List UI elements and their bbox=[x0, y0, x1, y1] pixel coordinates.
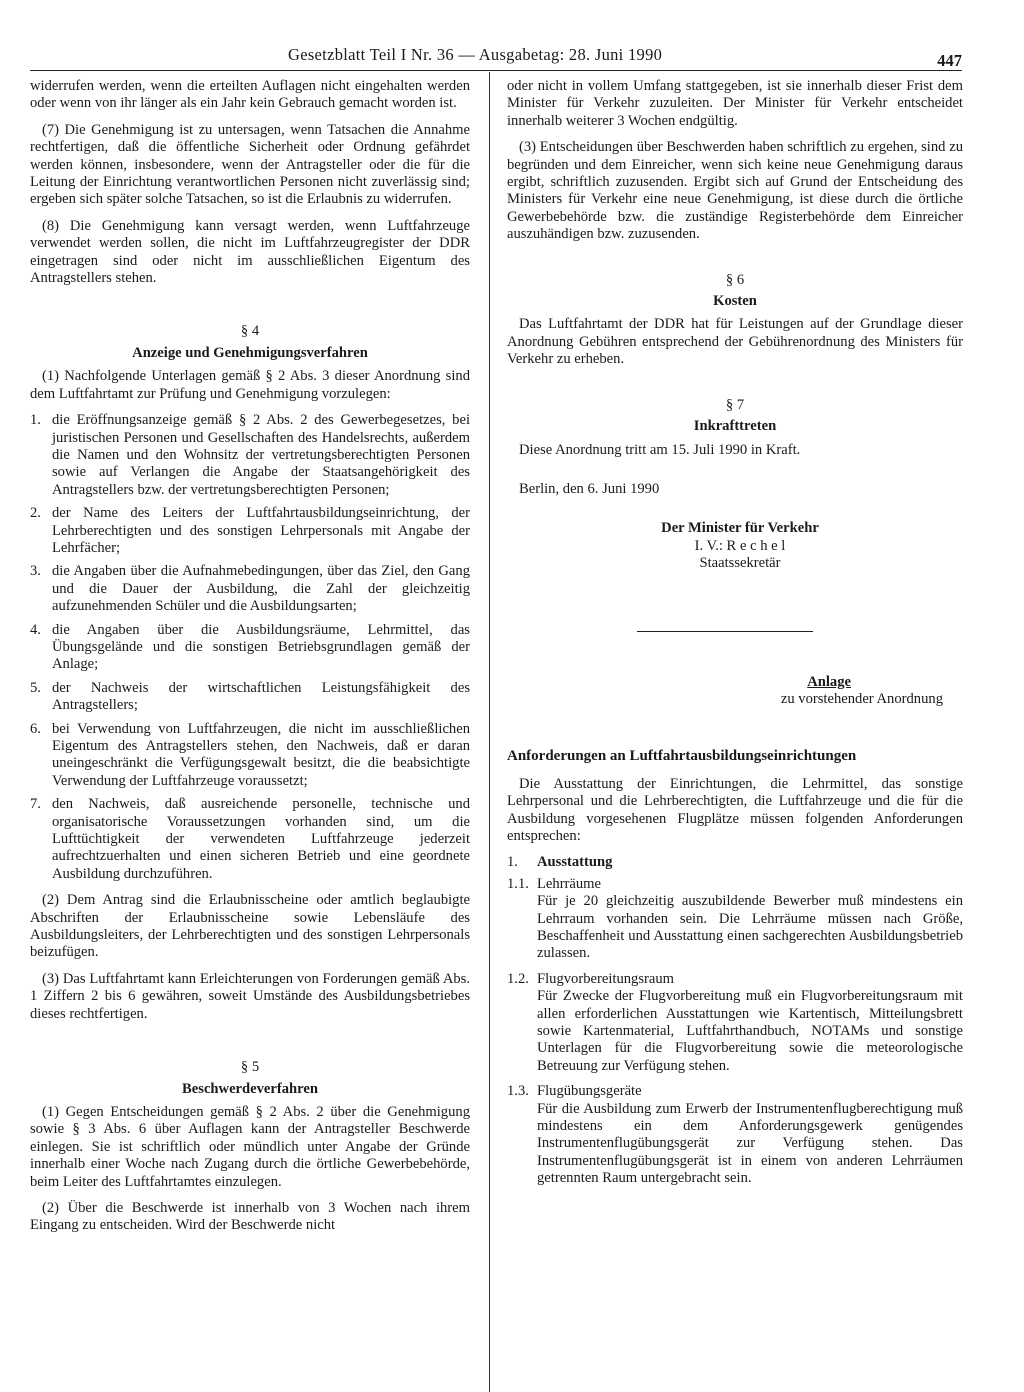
subsection-heading bbox=[507, 971, 963, 988]
list-item bbox=[30, 563, 470, 615]
signature-name: I. V.: R e c h e l bbox=[694, 537, 786, 554]
list-item bbox=[30, 505, 470, 557]
signature-title: Der Minister für Verkehr bbox=[661, 520, 819, 537]
page-number: 447 bbox=[937, 51, 962, 70]
page-header bbox=[30, 44, 962, 71]
list-item bbox=[30, 680, 470, 715]
section-4-list bbox=[30, 412, 470, 883]
anlage-title: Anlage bbox=[807, 673, 851, 690]
list-item-number: 7. bbox=[30, 796, 41, 813]
list-item-text: bei Verwendung von Luftfahrzeugen, die nicht im ausschließlichen Eigentum des Antragstellers stehen, den Nachweis, daß er daran uneingeschränkt die Verfügungsgewalt besitzt, die die beabsichtigte Verwendung der Luftfahrzeuge voraussetzt; bbox=[52, 720, 470, 789]
subsection-title: Flugvorbereitungsraum bbox=[537, 970, 674, 987]
list-item bbox=[30, 721, 470, 791]
section-7-number: § 7 bbox=[725, 396, 745, 413]
header-title: Gesetzblatt Teil I Nr. 36 — Ausgabetag: 28. Juni 1990 bbox=[288, 45, 663, 64]
section-5-number: § 5 bbox=[240, 1059, 260, 1076]
subsection-text: Für die Ausbildung zum Erwerb der Instrumentenflugberechtigung muß mindestens ein dem Anforderungsgewerk genügendes Instrumentenflugübungsgerät zur Verfügung stehen. Das Instrumentenflugübungsgerät ist in einem von anderen Lehrräumen getrennten Raum untergebracht sein. bbox=[537, 1100, 963, 1187]
requirements-title: Anforderungen an Luftfahrtausbildungseinrichtungen bbox=[507, 748, 857, 765]
paragraph-continuation: widerrufen werden, wenn die erteilten Auflagen nicht eingehalten werden oder wenn von ihr länger als ein Jahr kein Gebrauch gemacht worden ist. bbox=[30, 78, 470, 112]
place-date: Berlin, den 6. Juni 1990 bbox=[519, 480, 660, 497]
list-item bbox=[30, 412, 470, 499]
list-item-number: 4. bbox=[30, 621, 41, 638]
section-4-paragraph-3: (3) Das Luftfahrtamt kann Erleichterungen von Forderungen gemäß Abs. 1 Ziffern 2 bis 6 gewähren, soweit Umstände des Ausbildungsbetriebes dieses rechtfertigen. bbox=[30, 970, 470, 1022]
list-item bbox=[30, 796, 470, 883]
anlage-subtitle: zu vorstehender Anordnung bbox=[780, 690, 943, 707]
section-4-paragraph-1: (1) Nachfolgende Unterlagen gemäß § 2 Abs. 3 dieser Anordnung sind dem Luftfahrtamt zur Prüfung und Genehmigung vorzulegen: bbox=[30, 368, 470, 402]
left-column bbox=[30, 78, 470, 1244]
list-item-number: 6. bbox=[30, 720, 41, 737]
paragraph-7: (7) Die Genehmigung ist zu untersagen, wenn Tatsachen die Annahme rechtfertigen, daß die öffentliche Sicherheit oder Ordnung gefährdet werden können, insbesondere, wenn der Antragsteller oder die für die Leitung der Einrichtung verantwortlichen Personen nicht zuverlässig sind; ergeben sich später solche Tatsachen, so ist die Erlaubnis zu widerrufen. bbox=[30, 121, 470, 208]
signature-block bbox=[507, 520, 963, 572]
list-item-number: 3. bbox=[30, 563, 41, 580]
subsection-heading bbox=[507, 1083, 963, 1100]
section-4-paragraph-2: (2) Dem Antrag sind die Erlaubnisscheine oder amtlich beglaubigte Abschriften der Erlaubnisscheine sowie Lebensläufe des Ausbildungsleiters, der Lehrberechtigten und des sonstigen Lehrpersonals beizufügen. bbox=[30, 892, 470, 961]
section-6-title: Kosten bbox=[713, 293, 757, 310]
paragraph-8: (8) Die Genehmigung kann versagt werden, wenn Luftfahrzeuge verwendet werden sollen, die nicht im Luftfahrzeugregister der DDR eingetragen sind oder nicht im ausschließlichen Eigentum des Antragstellers stehen. bbox=[30, 217, 470, 287]
subsection-title: Lehrräume bbox=[537, 875, 602, 892]
section-4-title: Anzeige und Genehmigungsverfahren bbox=[132, 344, 368, 361]
list-item-number: 2. bbox=[30, 505, 41, 522]
subsection-number: 1.3. bbox=[507, 1083, 529, 1100]
subsection-heading bbox=[507, 876, 963, 893]
subsection-text: Für je 20 gleichzeitig auszubildende Bewerber muß mindestens ein Lehrraum vorhanden sein. Die Lehrräume müssen nach Größe, Beschaffenheit und Ausstattung einen sachgerechten Ausbildungsbetrieb zulassen. bbox=[537, 893, 963, 962]
section-7-title: Inkrafttreten bbox=[693, 418, 777, 435]
list-item-text: die Angaben über die Aufnahmebedingungen, über das Ziel, den Gang und die Dauer der Ausbildung, die Zahl der gleichzeitig aufzunehmenden Schüler und die Ausbildungsarten; bbox=[52, 563, 470, 615]
section-7-paragraph: Diese Anordnung tritt am 15. Juli 1990 in Kraft. bbox=[519, 441, 801, 458]
paragraph-3: (3) Entscheidungen über Beschwerden haben schriftlich zu ergehen, sind zu begründen und dem Einreicher, wenn sich keine neue Genehmigung daraus ergibt, schriftlich zuzusenden. Ergibt sich auf Grund der Entscheidung des Ministers für Verkehr eine neue Genehmigung, ist diese durch die örtliche Gewerbebehörde bzw. die zuständige Registerbehörde dem Einreicher auszuhändigen bzw. zuzusenden. bbox=[507, 139, 963, 243]
anlage-block bbox=[507, 674, 943, 709]
column-divider bbox=[489, 72, 490, 1392]
section-4-number: § 4 bbox=[240, 323, 260, 340]
requirements-intro: Die Ausstattung der Einrichtungen, die Lehrmittel, das sonstige Lehrpersonal und die Lehrberechtigten, die Luftfahrzeuge und die für die Ausbildung vorgesehenen Flugplätze müssen folgenden Anforderungen entsprechen: bbox=[507, 775, 963, 844]
list-item-text: den Nachweis, daß ausreichende personelle, technische und organisatorische Voraussetzungen vorhanden sind, um die Lufttüchtigkeit der verwendeten Luftfahrzeuge jederzeit aufrechtzuerhalten und einen sicheren Betrieb und eine geordnete Ausbildung durchzuführen. bbox=[52, 796, 470, 882]
section-1-heading bbox=[507, 854, 963, 871]
signature-role: Staatssekretär bbox=[699, 555, 781, 572]
section-6-paragraph: Das Luftfahrtamt der DDR hat für Leistungen auf der Grundlage dieser Anordnung Gebühren entsprechend der Gebührenordnung des Ministers für Verkehr zu erheben. bbox=[507, 316, 963, 368]
section-6-number: § 6 bbox=[725, 271, 745, 288]
section-1-number: 1. bbox=[507, 854, 518, 871]
subsection-number: 1.1. bbox=[507, 875, 529, 892]
list-item-text: die Eröffnungsanzeige gemäß § 2 Abs. 2 des Gewerbegesetzes, bei juristischen Personen und Gesellschaften des Handelsrechts, außerdem die Namen und den Wohnsitz der vertretungsberechtigten Personen sowie auf Verlangen die Angabe der Staatsangehörigkeit des Antragstellers bzw. der vertretungsberechtigten Personen; bbox=[52, 412, 470, 498]
subsection-text: Für Zwecke der Flugvorbereitung muß ein Flugvorbereitungsraum mit allen erforderlichen Ausstattungen wie Kartentisch, Mitteilungsbrett sowie Kartenmaterial, Luftfahrthandbuch, NOTAMs und sonstige Unterlagen für die Flugvorbereitung sowie die meteorologische Betreuung zur Verfügung stehen. bbox=[537, 988, 963, 1074]
list-item bbox=[30, 622, 470, 674]
list-item-number: 1. bbox=[30, 412, 41, 429]
separator-rule bbox=[637, 631, 813, 632]
section-5-paragraph-2: (2) Über die Beschwerde ist innerhalb von 3 Wochen nach ihrem Eingang zu entscheiden. Wird der Beschwerde nicht bbox=[30, 1199, 470, 1234]
subsection-title: Flugübungsgeräte bbox=[537, 1083, 642, 1100]
paragraph-continuation: oder nicht in vollem Umfang stattgegeben, ist sie innerhalb dieser Frist dem Minister für Verkehr zuzuleiten. Der Minister für Verkehr entscheidet innerhalb weiterer 3 Wochen endgültig. bbox=[507, 78, 963, 129]
section-5-paragraph-1: (1) Gegen Entscheidungen gemäß § 2 Abs. 2 über die Genehmigung sowie § 3 Abs. 6 über Auflagen kann der Antragsteller Beschwerde einlegen. Sie ist schriftlich oder mündlich unter Angabe der Gründe innerhalb einer Woche nach Zugang durch die örtliche Gewerbebehörde, beim Leiter des Luftfahrtamtes einzulegen. bbox=[30, 1103, 470, 1190]
list-item-text: der Nachweis der wirtschaftlichen Leistungsfähigkeit des Antragstellers; bbox=[52, 679, 470, 714]
list-item-number: 5. bbox=[30, 679, 41, 696]
section-5-title: Beschwerdeverfahren bbox=[182, 1080, 318, 1097]
subsection-number: 1.2. bbox=[507, 970, 529, 987]
list-item-text: die Angaben über die Ausbildungsräume, Lehrmittel, das Übungsgelände und die sonstigen Betriebsgrundlagen gemäß der Anlage; bbox=[52, 621, 470, 673]
list-item-text: der Name des Leiters der Luftfahrtausbildungseinrichtung, der Lehrberechtigten und des sonstigen Lehrpersonals mit Angabe der Lehrfächer; bbox=[52, 505, 470, 556]
section-1-title: Ausstattung bbox=[537, 854, 613, 871]
right-column bbox=[507, 78, 963, 1196]
